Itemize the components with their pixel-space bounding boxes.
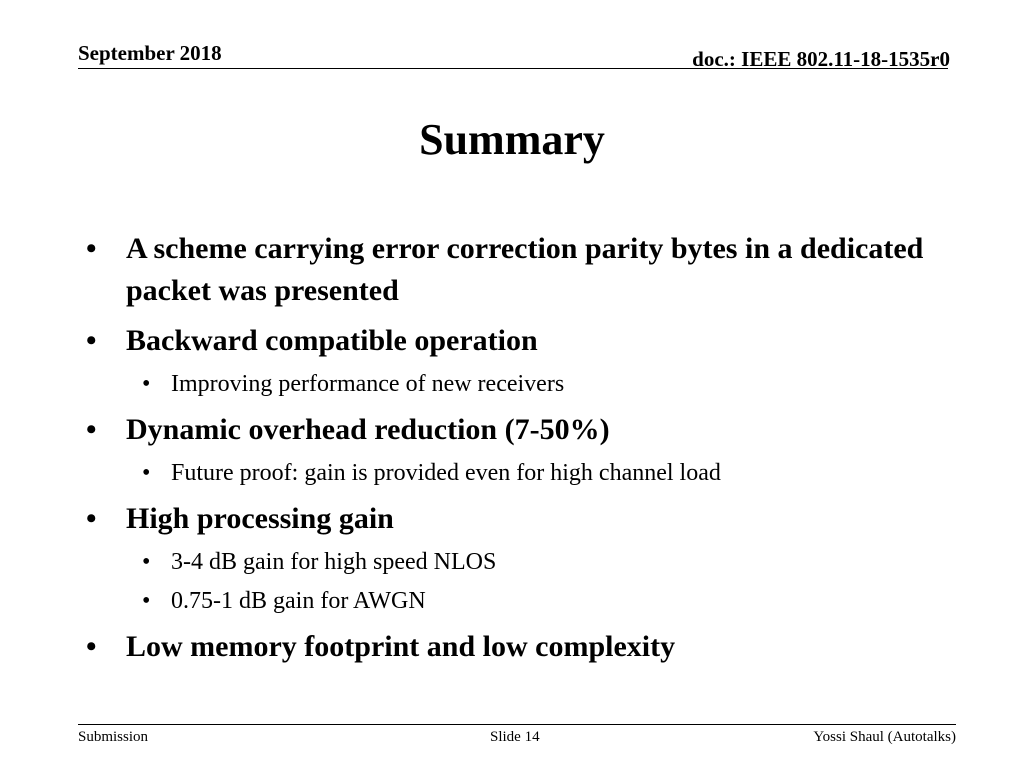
sub-bullet-text: Future proof: gain is provided even for high channel load — [171, 460, 721, 486]
sub-bullet-item — [86, 456, 946, 490]
sub-bullet-text: 0.75-1 dB gain for AWGN — [171, 588, 426, 614]
bullet-item — [86, 228, 946, 312]
sub-bullet-item — [86, 367, 946, 401]
bullet-text: A scheme carrying error correction parity bytes in a dedicated packet was presented — [126, 232, 924, 307]
footer-slide-number: Slide 14 — [490, 729, 540, 745]
bullet-item — [86, 498, 946, 540]
sub-bullet-text: 3-4 dB gain for high speed NLOS — [171, 549, 497, 575]
sub-bullet-dot-icon: • — [142, 549, 151, 575]
sub-bullet-item — [86, 545, 946, 579]
footer-submission: Submission — [78, 729, 149, 745]
bullet-dot-icon: • — [86, 502, 97, 535]
bullet-text: Backward compatible operation — [126, 324, 538, 357]
bullet-text: High processing gain — [126, 502, 394, 535]
header-divider — [78, 68, 948, 69]
bullet-item — [86, 626, 946, 668]
sub-bullet-dot-icon: • — [142, 588, 151, 614]
bullet-dot-icon: • — [86, 413, 97, 446]
header-date: September 2018 — [78, 41, 222, 65]
bullet-item — [86, 409, 946, 451]
sub-bullet-item — [86, 584, 946, 618]
bullet-item — [86, 320, 946, 362]
bullet-text: Dynamic overhead reduction (7-50%) — [126, 413, 610, 446]
slide-title: Summary — [419, 115, 605, 164]
sub-bullet-dot-icon: • — [142, 371, 151, 397]
bullet-dot-icon: • — [86, 232, 97, 265]
sub-bullet-text: Improving performance of new receivers — [171, 371, 565, 397]
footer-author: Yossi Shaul (Autotalks) — [813, 729, 956, 745]
footer-divider — [78, 724, 956, 725]
header-document-id: doc.: IEEE 802.11-18-1535r0 — [692, 47, 950, 71]
bullet-dot-icon: • — [86, 630, 97, 663]
bullet-list — [86, 228, 946, 668]
bullet-dot-icon: • — [86, 324, 97, 357]
bullet-text: Low memory footprint and low complexity — [126, 630, 676, 663]
sub-bullet-dot-icon: • — [142, 460, 151, 486]
